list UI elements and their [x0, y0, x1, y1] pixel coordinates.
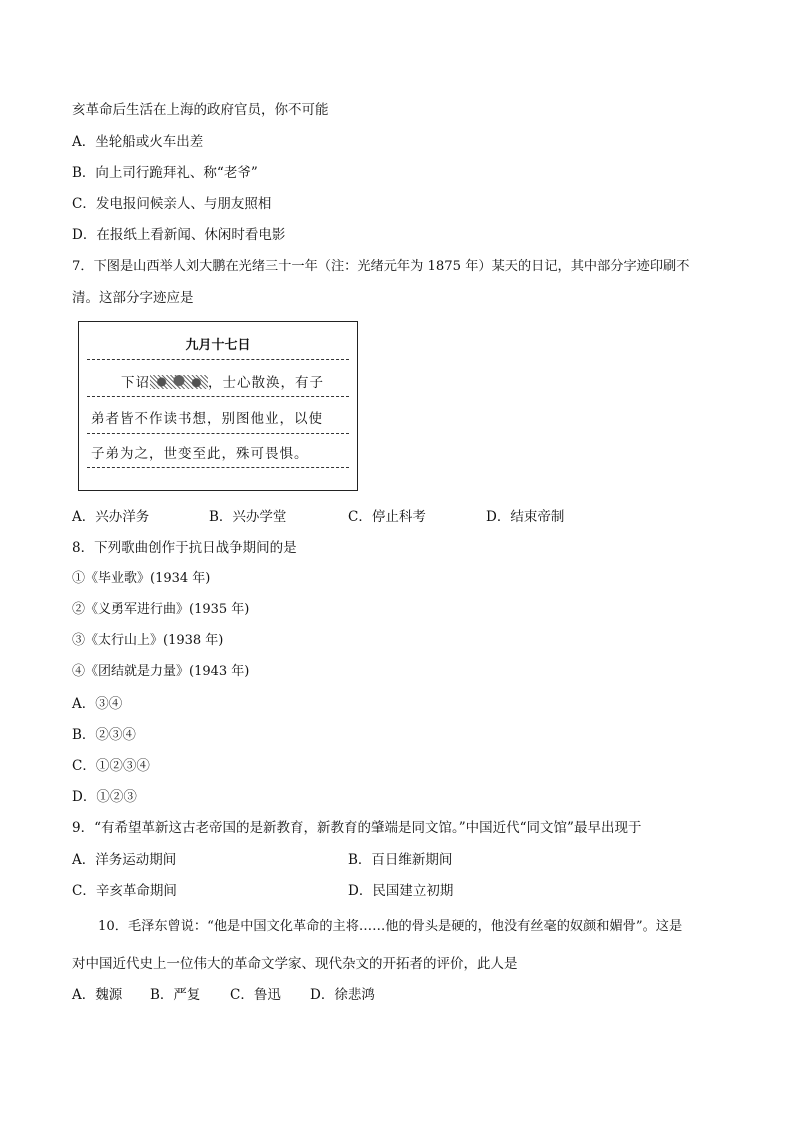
diary-divider — [87, 396, 349, 397]
smudged-text — [150, 375, 208, 389]
q7-option-b: B．兴办学堂 — [209, 509, 287, 525]
q8-stem: 8．下列歌曲创作于抗日战争期间的是 — [72, 540, 297, 556]
diary-divider — [87, 433, 349, 434]
diary-figure — [78, 321, 358, 491]
q9-option-b: B．百日维新期间 — [348, 852, 453, 868]
q8-item-4: ④《团结就是力量》(1943 年) — [72, 664, 250, 679]
q7-option-d: D．结束帝制 — [486, 509, 565, 525]
q9-option-a: A．洋务运动期间 — [72, 852, 177, 868]
q10-stem-line1: 10．毛泽东曾说：“他是中国文化革命的主将……他的骨头是硬的，他没有丝毫的奴颜和媚骨”。这是 — [98, 919, 683, 934]
diary-line-2: 弟者皆不作读书想，别图他业，以使 — [91, 411, 323, 427]
diary-line-1 — [121, 371, 324, 391]
q7-option-a: A．兴办洋务 — [72, 509, 150, 525]
q8-option-c: C．①②③④ — [72, 758, 150, 774]
q10-stem-line2: 对中国近代史上一位伟大的革命文学家、现代杂文的开拓者的评价，此人是 — [72, 956, 518, 972]
q6-option-c: C．发电报问候亲人、与朋友照相 — [72, 196, 272, 212]
diary-line-1-start: 下诏 — [121, 375, 150, 391]
q7-option-c: C．停止科考 — [348, 509, 426, 525]
q7-stem-line2: 清。这部分字迹应是 — [72, 290, 194, 306]
q10-option-a: A．魏源 — [72, 987, 123, 1003]
q10-option-d: D．徐悲鸿 — [310, 987, 375, 1003]
q6-option-b: B．向上司行跪拜礼、称“老爷” — [72, 165, 258, 181]
q7-stem-line1: 7．下图是山西举人刘大鹏在光绪三十一年（注：光绪元年为 1875 年）某天的日记，其中部分字迹印刷不 — [72, 259, 690, 274]
diary-divider — [87, 359, 349, 360]
q10-option-c: C．鲁迅 — [230, 987, 281, 1003]
diary-date: 九月十七日 — [185, 338, 251, 353]
q9-stem: 9．“有希望革新这古老帝国的是新教育，新教育的肇端是同文馆。”中国近代“同文馆”最早出现于 — [72, 820, 642, 836]
q10-option-b: B．严复 — [150, 987, 201, 1003]
q8-option-d: D．①②③ — [72, 789, 137, 805]
q6-option-a: A．坐轮船或火车出差 — [72, 134, 204, 150]
q8-item-2: ②《义勇军进行曲》(1935 年) — [72, 602, 250, 617]
q9-option-c: C．辛亥革命期间 — [72, 883, 177, 899]
q8-item-1: ①《毕业歌》(1934 年) — [72, 571, 211, 586]
diary-line-1-end: ，士心散涣，有子 — [208, 375, 324, 391]
q9-option-d: D．民国建立初期 — [348, 883, 454, 899]
diary-divider — [87, 467, 349, 468]
q8-item-3: ③《太行山上》(1938 年) — [72, 633, 224, 648]
q6-stem-tail: 亥革命后生活在上海的政府官员，你不可能 — [72, 102, 329, 118]
q6-option-d: D．在报纸上看新闻、休闲时看电影 — [72, 227, 286, 243]
q8-option-b: B．②③④ — [72, 727, 136, 743]
diary-line-3: 子弟为之，世变至此，殊可畏惧。 — [91, 446, 309, 462]
q8-option-a: A．③④ — [72, 696, 123, 712]
